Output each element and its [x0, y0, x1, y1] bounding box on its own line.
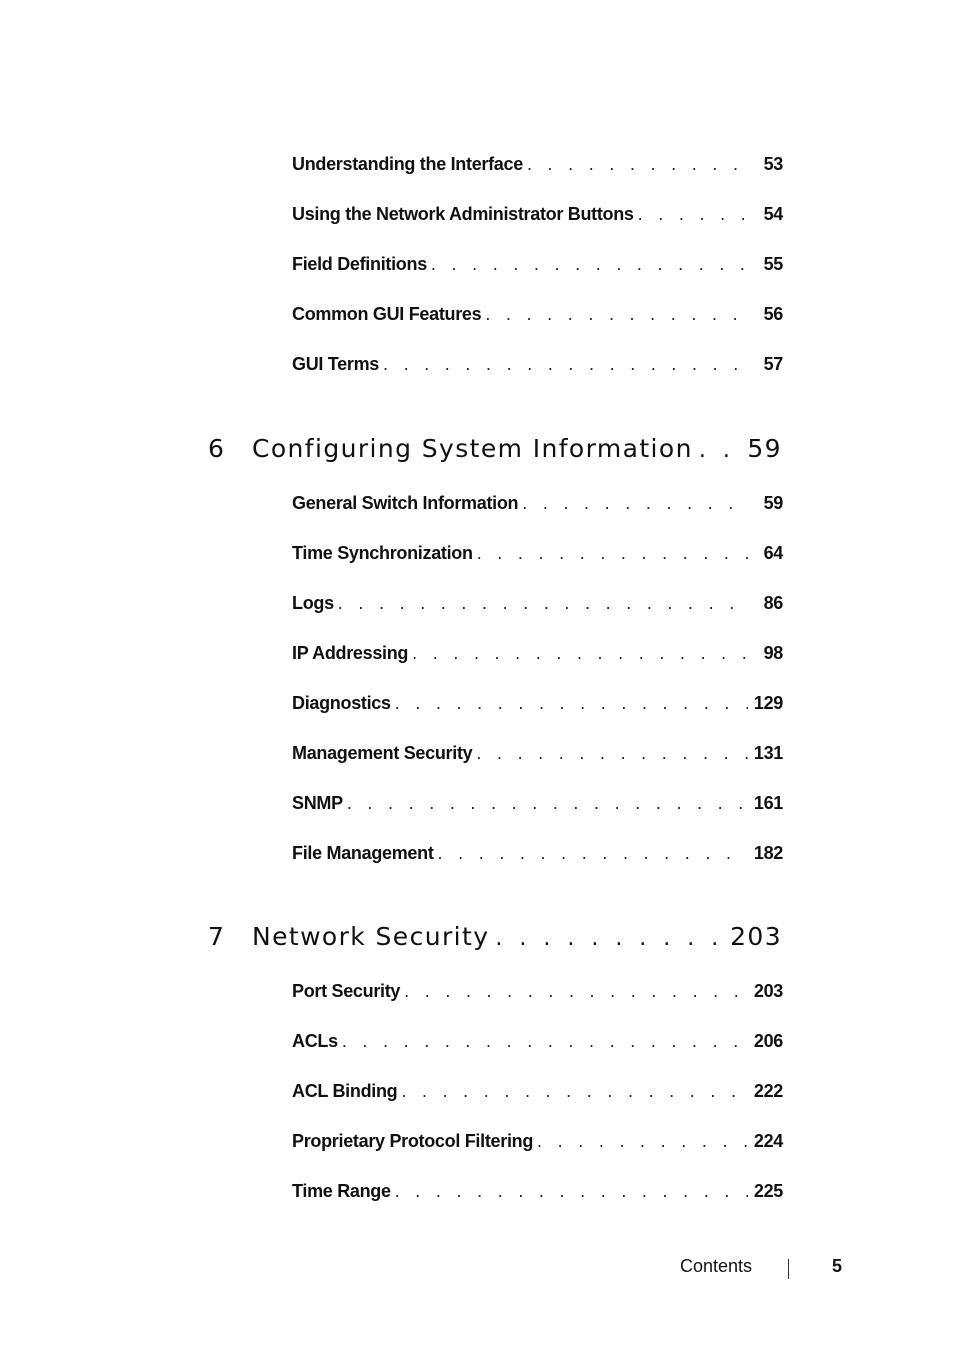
toc-entry-title: Port Security [292, 981, 401, 1001]
toc-entry-page: 55 [763, 254, 783, 274]
chapter-heading-6[interactable] [208, 434, 782, 468]
dot-leader [431, 254, 749, 275]
dot-leader [495, 926, 722, 951]
toc-entry-page: 53 [763, 154, 783, 174]
toc-entry-title: File Management [292, 843, 434, 863]
toc-entry-page: 64 [763, 543, 783, 563]
toc-entry[interactable] [292, 354, 783, 378]
dot-leader [527, 154, 749, 175]
dot-leader [338, 593, 749, 614]
dot-leader [395, 1181, 748, 1202]
toc-entry-title: ACL Binding [292, 1081, 398, 1101]
dot-leader [401, 1081, 748, 1102]
toc-entry-title: General Switch Information [292, 493, 519, 513]
dot-leader [395, 693, 748, 714]
toc-entry[interactable] [292, 843, 783, 867]
dot-leader [476, 743, 748, 764]
toc-entry[interactable] [292, 1081, 783, 1105]
toc-entry[interactable] [292, 981, 783, 1005]
toc-entry[interactable] [292, 743, 783, 767]
chapter-heading-7[interactable] [208, 922, 782, 956]
toc-entry-title: Using the Network Administrator Buttons [292, 204, 634, 224]
page-number: 5 [831, 1256, 842, 1276]
toc-entry[interactable] [292, 693, 783, 717]
toc-entry-title: Diagnostics [292, 693, 391, 713]
toc-entry-title: Logs [292, 593, 334, 613]
toc-entry-page: 59 [763, 493, 783, 513]
chapter-title: Configuring System Information [252, 434, 693, 463]
toc-entry-page: 203 [753, 981, 783, 1001]
toc-entry-title: Field Definitions [292, 254, 427, 274]
chapter-number: 6 [208, 434, 226, 463]
dot-leader [477, 543, 749, 564]
footer-label: Contents [680, 1256, 753, 1276]
footer-divider [788, 1259, 789, 1279]
toc-entry[interactable] [292, 1181, 783, 1205]
dot-leader [638, 204, 749, 225]
toc-entry[interactable] [292, 593, 783, 617]
toc-entry-title: SNMP [292, 793, 343, 813]
toc-entry[interactable] [292, 793, 783, 817]
dot-leader [347, 793, 748, 814]
toc-entry-title: Management Security [292, 743, 473, 763]
toc-entry[interactable] [292, 1131, 783, 1155]
chapter-page: 59 [747, 434, 782, 463]
dot-leader [412, 643, 749, 664]
chapter-number: 7 [208, 922, 226, 951]
toc-entry-page: 86 [763, 593, 783, 613]
toc-entry-title: GUI Terms [292, 354, 379, 374]
page-footer [640, 1254, 842, 1282]
chapter-page: 203 [730, 922, 782, 951]
toc-entry[interactable] [292, 304, 783, 328]
dot-leader [438, 843, 748, 864]
toc-entry-title: ACLs [292, 1031, 338, 1051]
chapter-title: Network Security [252, 922, 490, 951]
toc-entry-title: Time Synchronization [292, 543, 473, 563]
toc-entry-title: IP Addressing [292, 643, 409, 663]
toc-entry-page: 182 [753, 843, 783, 863]
toc-entry-page: 57 [763, 354, 783, 374]
toc-entry-title: Proprietary Protocol Filtering [292, 1131, 534, 1151]
dot-leader [404, 981, 748, 1002]
dot-leader [699, 438, 740, 463]
toc-entry[interactable] [292, 154, 783, 178]
toc-entry-page: 131 [753, 743, 783, 763]
toc-entry-page: 224 [753, 1131, 783, 1151]
toc-entry[interactable] [292, 204, 783, 228]
dot-leader [485, 304, 749, 325]
toc-entry-page: 54 [763, 204, 783, 224]
toc-entry-title: Common GUI Features [292, 304, 482, 324]
toc-entry[interactable] [292, 643, 783, 667]
toc-entry[interactable] [292, 254, 783, 278]
toc-entry-page: 206 [753, 1031, 783, 1051]
dot-leader [383, 354, 749, 375]
dot-leader [537, 1131, 748, 1152]
toc-entry-page: 161 [753, 793, 783, 813]
toc-entry-page: 56 [763, 304, 783, 324]
toc-entry-title: Understanding the Interface [292, 154, 523, 174]
toc-entry-page: 98 [763, 643, 783, 663]
dot-leader [522, 493, 749, 514]
toc-entry-page: 225 [753, 1181, 783, 1201]
toc-entry-title: Time Range [292, 1181, 391, 1201]
toc-entry-page: 129 [753, 693, 783, 713]
dot-leader [342, 1031, 748, 1052]
toc-entry-page: 222 [753, 1081, 783, 1101]
toc-entry[interactable] [292, 543, 783, 567]
toc-entry[interactable] [292, 1031, 783, 1055]
toc-entry[interactable] [292, 493, 783, 517]
